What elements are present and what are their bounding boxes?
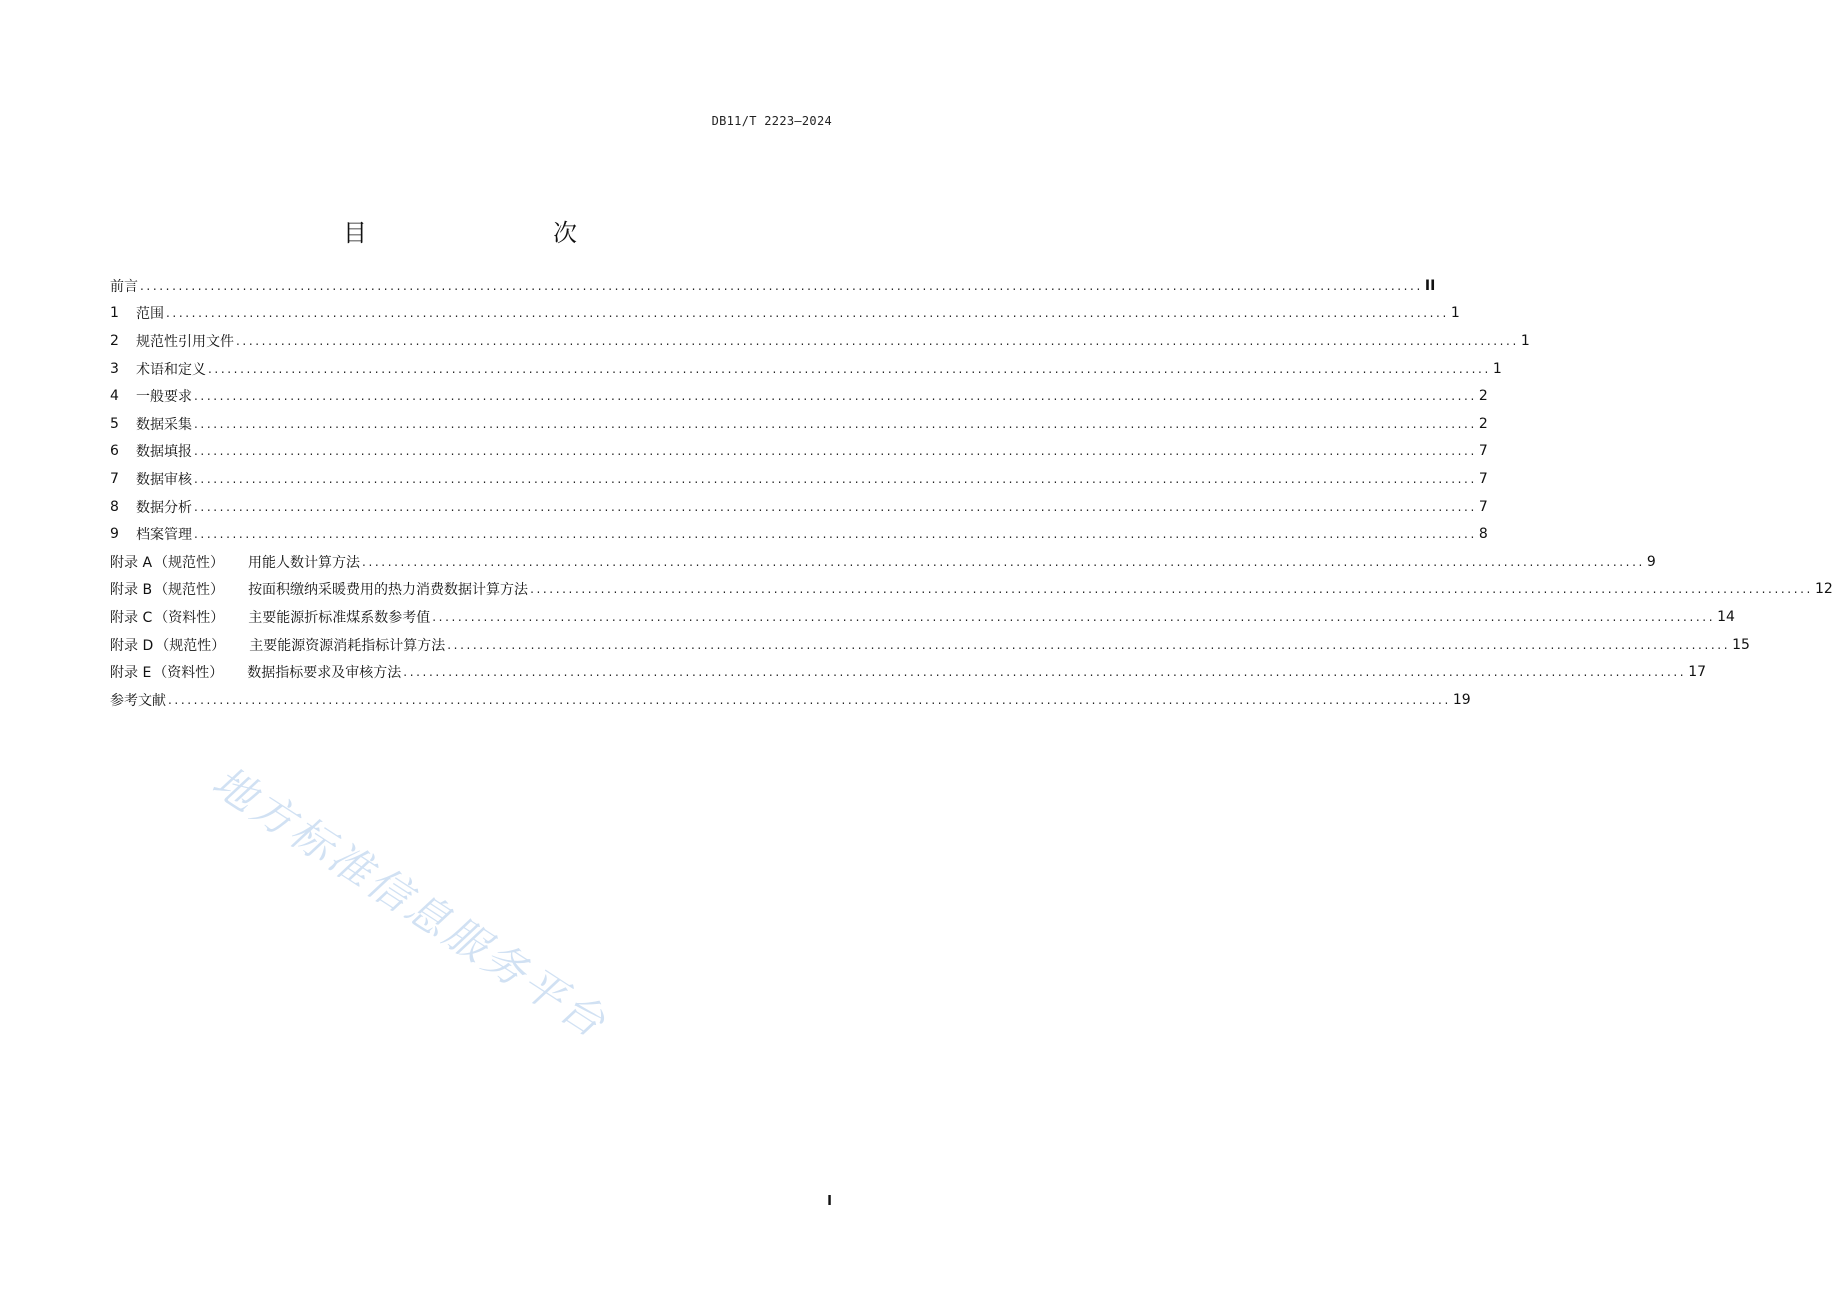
toc-page: 15 xyxy=(1732,636,1750,653)
toc-page: 9 xyxy=(1646,553,1656,570)
toc-title: 一般要求 xyxy=(136,389,192,406)
toc-title: 数据指标要求及审核方法 xyxy=(247,665,402,682)
toc-leader: ........................................................................................................................................................................................................ xyxy=(194,471,1477,486)
toc-title: 数据分析 xyxy=(136,499,192,516)
toc-page: 1 xyxy=(1520,332,1530,349)
toc-page: 14 xyxy=(1717,608,1735,625)
toc-title: 用能人数计算方法 xyxy=(248,554,361,571)
appendix-label: 附录 D xyxy=(110,637,154,654)
toc-leader: ........................................................................................................................................................................................................ xyxy=(194,499,1477,514)
appendix-type: （资料性） xyxy=(153,665,224,682)
toc-number: 7 xyxy=(110,470,119,487)
toc-number: 3 xyxy=(110,360,119,377)
toc-title: 主要能源折标准煤系数参考值 xyxy=(248,609,431,626)
toc-entry-appendix-d[interactable] xyxy=(110,631,1750,659)
watermark-text: 地方标准信息服务平台 xyxy=(203,756,617,1049)
page-title: 目 次 xyxy=(343,219,623,248)
toc-page: 7 xyxy=(1478,498,1488,515)
appendix-type: （规范性） xyxy=(154,554,225,571)
toc-entry-8[interactable] xyxy=(110,493,1488,521)
appendix-type: （规范性） xyxy=(155,637,226,654)
toc-leader: ........................................................................................................................................................................................................ xyxy=(194,389,1477,404)
toc-leader: ........................................................................................................................................................................................................ xyxy=(194,416,1477,431)
toc-leader: ........................................................................................................................................................................................................ xyxy=(168,692,1451,707)
toc-number: 1 xyxy=(110,305,119,322)
standard-code: DB11/T 2223—2024 xyxy=(711,114,832,128)
toc-entry-foreword[interactable] xyxy=(110,272,1436,300)
toc-number: 8 xyxy=(110,498,119,515)
toc-leader: ........................................................................................................................................................................................................ xyxy=(166,306,1449,321)
toc-title: 按面积缴纳采暖费用的热力消费数据计算方法 xyxy=(248,582,529,599)
toc-title: 参考文献 xyxy=(110,692,166,709)
toc-entry-4[interactable] xyxy=(110,382,1488,410)
toc-page: 8 xyxy=(1478,526,1488,543)
toc-page: 2 xyxy=(1478,415,1488,432)
toc-title: 数据填报 xyxy=(136,444,192,461)
toc-entry-5[interactable] xyxy=(110,410,1488,438)
toc-leader: ........................................................................................................................................................................................................ xyxy=(403,665,1687,680)
toc-number: 2 xyxy=(110,332,119,349)
toc-leader: ........................................................................................................................................................................................................ xyxy=(432,609,1716,624)
toc-entry-9[interactable] xyxy=(110,520,1488,548)
toc-title: 术语和定义 xyxy=(136,361,206,378)
toc-number: 6 xyxy=(110,443,119,460)
toc-entry-7[interactable] xyxy=(110,465,1488,493)
toc-entry-appendix-e[interactable] xyxy=(110,658,1707,686)
toc-leader: ........................................................................................................................................................................................................ xyxy=(362,554,1645,569)
toc-leader: ........................................................................................................................................................................................................ xyxy=(208,361,1491,376)
toc-number: 5 xyxy=(110,415,119,432)
appendix-label: 附录 E xyxy=(110,665,152,682)
toc-page: II xyxy=(1424,277,1436,294)
toc-title: 规范性引用文件 xyxy=(136,333,234,350)
toc-title: 档案管理 xyxy=(136,527,192,544)
toc-leader: ........................................................................................................................................................................................................ xyxy=(194,444,1477,459)
toc-entry-6[interactable] xyxy=(110,438,1488,466)
toc-leader: ........................................................................................................................................................................................................ xyxy=(447,637,1731,652)
appendix-type: （规范性） xyxy=(154,582,225,599)
toc-title: 主要能源资源消耗指标计算方法 xyxy=(249,637,446,654)
toc-page: 1 xyxy=(1450,305,1460,322)
toc-entry-2[interactable] xyxy=(110,327,1530,355)
toc-page: 7 xyxy=(1478,443,1488,460)
toc-entry-1[interactable] xyxy=(110,300,1460,328)
toc-page: 2 xyxy=(1478,388,1488,405)
toc-number: 9 xyxy=(110,526,119,543)
toc-leader: ........................................................................................................................................................................................................ xyxy=(530,582,1813,597)
toc-title: 数据采集 xyxy=(136,416,192,433)
toc-number: 4 xyxy=(110,388,119,405)
toc-entry-appendix-a[interactable] xyxy=(110,548,1656,576)
toc-page: 17 xyxy=(1688,664,1707,681)
toc-leader: ........................................................................................................................................................................................................ xyxy=(140,278,1423,293)
appendix-type: （资料性） xyxy=(154,609,225,626)
toc-title: 范围 xyxy=(136,306,164,323)
toc-entry-appendix-c[interactable] xyxy=(110,603,1735,631)
toc-entry-references[interactable] xyxy=(110,686,1471,714)
toc-entry-appendix-b[interactable] xyxy=(110,576,1833,604)
toc-entry-3[interactable] xyxy=(110,355,1502,383)
toc-page: 19 xyxy=(1452,691,1471,708)
toc-leader: ........................................................................................................................................................................................................ xyxy=(194,527,1477,542)
toc-page: 7 xyxy=(1478,470,1488,487)
table-of-contents xyxy=(110,272,1833,714)
toc-title: 数据审核 xyxy=(136,471,192,488)
page-number: I xyxy=(827,1194,832,1209)
appendix-label: 附录 C xyxy=(110,609,153,626)
toc-page: 12 xyxy=(1814,581,1833,598)
toc-title: 前言 xyxy=(110,278,138,295)
toc-leader: ........................................................................................................................................................................................................ xyxy=(236,333,1519,348)
toc-page: 1 xyxy=(1492,360,1502,377)
appendix-label: 附录 A xyxy=(110,554,153,571)
appendix-label: 附录 B xyxy=(110,582,153,599)
